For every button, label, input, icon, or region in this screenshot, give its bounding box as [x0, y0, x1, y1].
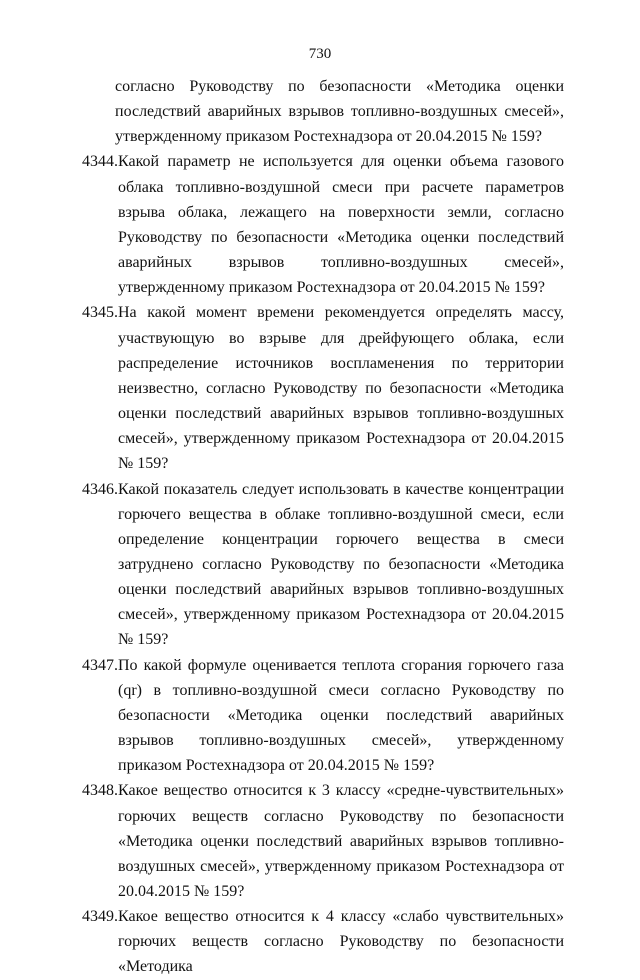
continued-question-text: согласно Руководству по безопасности «Методика оценки последствий аварийных взрывов топливно-воздушных смесей», утвержденному приказом Ростехнадзора от 20.04.2015 № 159?: [115, 78, 564, 146]
question-item: [82, 300, 564, 476]
question-number: 4347.: [82, 656, 118, 674]
question-item: [82, 653, 564, 779]
question-text: Какой параметр не используется для оценки объема газового облака топливно-воздушной смеси при расчете параметров взрыва облака, лежащего на поверхности земли, согласно Руководству по безопасности «Методика оценки последствий аварийных взрывов топливно-воздушных смесей», утвержденному приказом Ростехнадзора от 20.04.2015 № 159?: [118, 153, 564, 297]
question-number: 4346.: [82, 480, 118, 498]
question-text: Какой показатель следует использовать в качестве концентрации горючего вещества в облаке топливно-воздушной смеси, если определение концентрации горючего вещества в смеси затруднено согласно Руководству по безопасности «Методика оценки последствий аварийных взрывов топливно-воздушных смесей», утвержденному приказом Ростехнадзора от 20.04.2015 № 159?: [118, 480, 564, 649]
question-text: На какой момент времени рекомендуется определять массу, участвующую во взрыве для дрейфующего облака, если распределение источников воспламенения по территории неизвестно, согласно Руководству по безопасности «Методика оценки последствий аварийных взрывов топливно-воздушных смесей», утвержденному приказом Ростехнадзора от 20.04.2015 № 159?: [118, 304, 564, 473]
page-number: 730: [308, 46, 332, 62]
question-text: Какое вещество относится к 3 классу «средне-чувствительных» горючих веществ согласно Руководству по безопасности «Методика оценки последствий аварийных взрывов топливно-воздушных смесей», утвержденному приказом Ростехнадзора от 20.04.2015 № 159?: [118, 782, 564, 900]
question-item: [82, 904, 564, 979]
question-item: [82, 778, 564, 904]
question-number: 4344.: [82, 153, 118, 171]
question-item: [82, 477, 564, 653]
question-item: [82, 149, 564, 300]
question-number: 4348.: [82, 782, 118, 800]
question-text: Какое вещество относится к 4 классу «слабо чувствительных» горючих веществ согласно Руководству по безопасности «Методика: [118, 908, 564, 976]
question-list: [82, 74, 564, 980]
question-number: 4349.: [82, 908, 118, 926]
question-text: По какой формуле оценивается теплота сгорания горючего газа (qr) в топливно-воздушной смеси согласно Руководству по безопасности «Методика оценки последствий аварийных взрывов топливно-воздушных смесей», утвержденному приказом Ростехнадзора от 20.04.2015 № 159?: [118, 656, 564, 775]
question-number: 4345.: [82, 304, 118, 322]
